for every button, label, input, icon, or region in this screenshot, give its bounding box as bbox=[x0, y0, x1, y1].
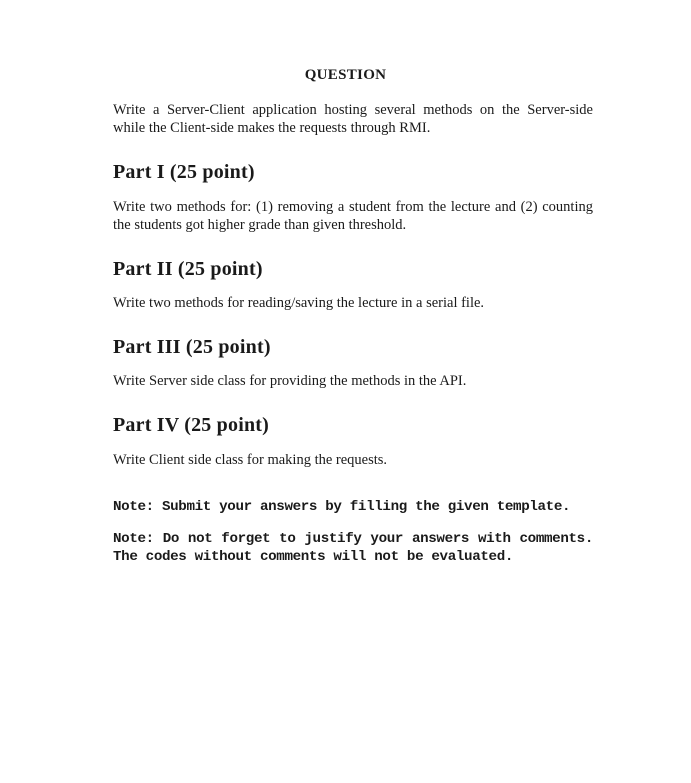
intro-paragraph: Write a Server-Client application hosting several methods on the Server-side while the Client-side makes the requests through RMI. bbox=[113, 102, 593, 136]
part-2-heading: Part II (25 point) bbox=[113, 258, 263, 280]
part-3-heading: Part III (25 point) bbox=[113, 336, 271, 358]
page-title: QUESTION bbox=[304, 67, 387, 83]
note-comments: Note: Do not forget to justify your answers with comments. The codes without comments will not be evaluated. bbox=[113, 531, 593, 565]
part-1-text: Write two methods for: (1) removing a student from the lecture and (2) counting the students got higher grade than given threshold. bbox=[113, 199, 593, 233]
part-4-text: Write Client side class for making the requests. bbox=[113, 452, 388, 468]
note-submit: Note: Submit your answers by filling the given template. bbox=[113, 499, 571, 515]
part-4-heading: Part IV (25 point) bbox=[113, 414, 270, 436]
part-3-text: Write Server side class for providing the methods in the API. bbox=[113, 373, 467, 389]
part-2-text: Write two methods for reading/saving the lecture in a serial file. bbox=[113, 295, 485, 311]
part-1-heading: Part I (25 point) bbox=[113, 161, 255, 183]
